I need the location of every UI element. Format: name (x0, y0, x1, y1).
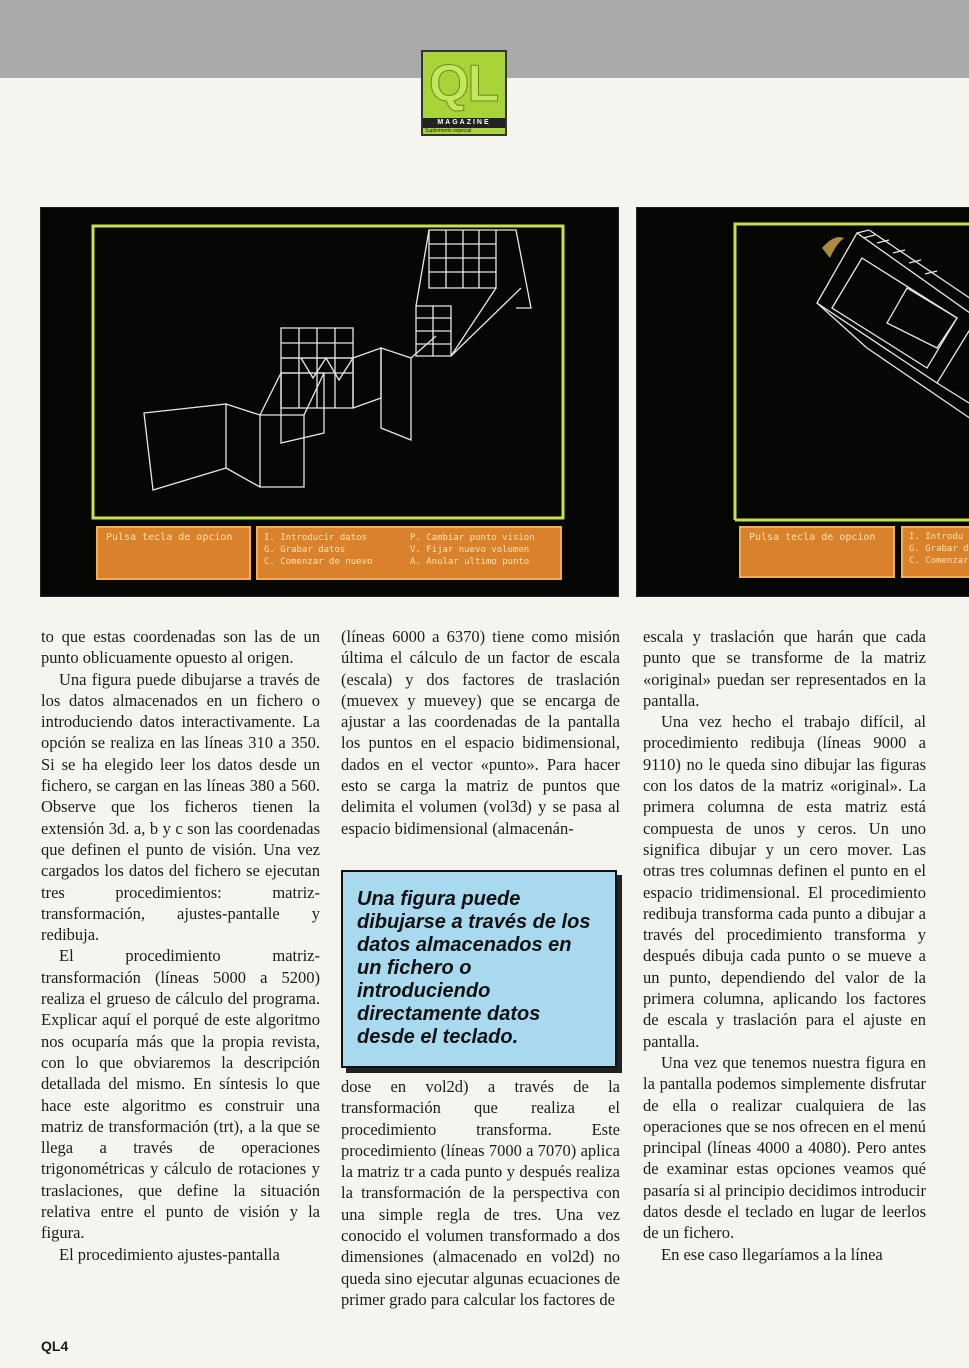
paragraph: Una vez hecho el trabajo difícil, al procedimiento redibuja (líneas 9000 a 9110) no le queda sino dibujar las figuras con los datos de la matriz «original». La primera columna de esta matriz está compuesta de unos y ceros. Un uno significa dibujar y un cero mover. Las otras tres columnas definen el punto en el espacio tridimensional. El procedimiento redibuja transforma cada punto a dibujar a través del procedimiento transforma y después dibuja cada punto o se mueve a un punto, dependiendo del valor de la primera columna, aplicando los factores de escala y traslación para el ajuste en pantalla. (643, 712, 926, 1051)
text-column-2-bottom (341, 1076, 620, 1310)
paragraph: Una vez que tenemos nuestra figura en la pantalla podemos simplemente disfrutar de ella o realizar cualquiera de las operaciones que se nos ofrecen en el menú principal (líneas 4000 a 4080). Pero antes de examinar estas opciones veamos qué pasaría si al principio decidimos introducir datos desde el teclado en lugar de leerlos de un fichero. (643, 1052, 926, 1243)
logo-text: QL (429, 55, 498, 113)
paragraph: En ese caso llegaríamos a la línea (661, 1244, 883, 1264)
text-column-3 (643, 626, 926, 1265)
options-panel-left (256, 526, 562, 580)
prompt-text-left: Pulsa tecla de opcion (106, 532, 233, 543)
paragraph: escala y traslación que harán que cada punto que se transforme de la matriz «original» puedan ser representados en la pantalla. (643, 627, 926, 710)
screenshot-left (40, 207, 619, 597)
option-prompt-left (96, 526, 251, 580)
page-folio: QL4 (41, 1338, 69, 1354)
option-comenzar-right: C. Comenzar (909, 556, 969, 566)
magazine-logo (421, 50, 507, 136)
paragraph: dose en vol2d) a través de la transformación que realiza el procedimiento transforma. Este procedimiento (líneas 7000 a 7070) aplica la matriz tr a cada punto y después realiza la transformación de la perspectiva con una simple regla de tres. Una vez conocido el volumen transformado a dos dimensiones (almacenado en vol2d) no queda sino ejecutar algunas ecuaciones de primer grado para calcular los factores de (341, 1077, 620, 1309)
paragraph: Una figura puede dibujarse a través de los datos almacenados en un fichero o introduciendo datos interactivamente. La opción se realiza en las líneas 310 a 350. Si se ha elegido leer los datos desde un fichero, se cargan en las líneas 380 a 560. Observe que los ficheros tienen la extensión 3d. a, b y c son las coordenadas que definen el punto de visión. Una vez cargados los datos del fichero se ejecutan tres procedimientos: matriz-transformación, ajustes-pantalle y redibuja. (41, 669, 320, 945)
logo-subtitle: Suplemento especial (425, 128, 472, 134)
logo-band: MAGAZINE (423, 118, 505, 128)
option-comenzar: C. Comenzar de nuevo (264, 557, 373, 567)
paragraph: El procedimiento ajustes-pantalla (59, 1244, 280, 1264)
text-column-2-top (341, 626, 620, 839)
option-prompt-right (739, 526, 895, 578)
prompt-text-right: Pulsa tecla de opcion (749, 532, 876, 543)
pull-quote-text: Una figura puede dibujarse a través de los datos almacenados en un fichero o introduciendo directamente datos desde el teclado. (357, 888, 591, 1048)
paragraph: (líneas 6000 a 6370) tiene como misión última el cálculo de un factor de escala (escala) y dos factores de traslación (muevex y muevey) que se encarga de ajustar a las coordenadas de la pantalla los puntos en el espacio bidimensional, dados en el vector «punto». Para hacer esto se carga la matriz de puntos que delimita el volumen (vol3d) y se pasa al espacio bidimensional (almacenán- (341, 627, 620, 838)
option-introducir: I. Introducir datos (264, 533, 367, 543)
options-panel-right (901, 526, 969, 578)
paragraph: El procedimiento matriz-transformación (líneas 5000 a 5200) realiza el grueso de cálculo del programa. Explicar aquí el porqué de este algoritmo nos ocuparía más que la propia revista, con lo que obviaremos la descripción detallada del mismo. En síntesis lo que hace este algoritmo es construir una matriz de transformación (trt), a la que se llega a través de operaciones trigonométricas y cálculo de rotaciones y traslaciones, que define la situación relativa entre el punto de visión y la figura. (41, 946, 320, 1243)
option-anular-punto: A. Anular ultimo punto (410, 557, 530, 567)
option-grabar: G. Grabar datos (264, 545, 346, 555)
text-column-1 (41, 626, 320, 1265)
option-introdu-right: I. Introdu (909, 532, 964, 542)
pull-quote (341, 870, 617, 1068)
option-cambiar-punto: P. Cambiar punto vision (410, 533, 535, 543)
paragraph: to que estas coordenadas son las de un punto oblicuamente opuesto al origen. (41, 627, 320, 668)
option-grabar-right: G. Grabar d (909, 544, 969, 554)
option-fijar-volumen: V. Fijar nuevo volumen (410, 545, 530, 555)
screenshot-right (636, 207, 969, 597)
